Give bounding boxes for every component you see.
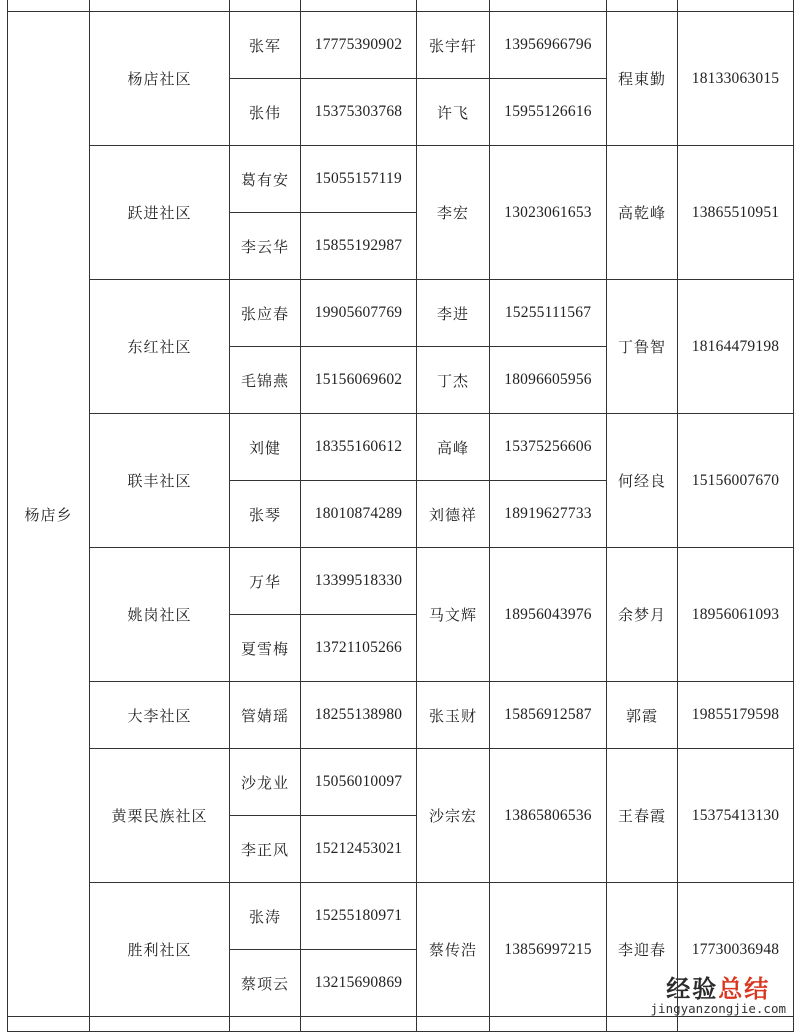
head-phone-cell: 15375413130 — [678, 749, 794, 883]
community-name-cell: 黄栗民族社区 — [90, 749, 230, 883]
community-name-cell: 大李社区 — [90, 682, 230, 749]
member-name-cell: 张涛 — [230, 883, 301, 950]
contact-name-cell: 蔡传浩 — [417, 883, 490, 1017]
table-row — [8, 682, 794, 749]
member-name-cell: 张军 — [230, 12, 301, 79]
table-row — [8, 749, 794, 816]
contact-phone-cell: 15255111567 — [490, 280, 607, 347]
empty-cell — [607, 1017, 678, 1032]
member-phone-cell: 18255138980 — [301, 682, 417, 749]
head-phone-cell: 19855179598 — [678, 682, 794, 749]
head-name-cell: 郭霞 — [607, 682, 678, 749]
member-name-cell: 夏雪梅 — [230, 615, 301, 682]
member-phone-cell: 15375303768 — [301, 79, 417, 146]
community-name-cell: 胜利社区 — [90, 883, 230, 1017]
contact-phone-cell: 13865806536 — [490, 749, 607, 883]
member-phone-cell: 15156069602 — [301, 347, 417, 414]
member-name-cell: 张琴 — [230, 481, 301, 548]
contact-phone-cell: 18096605956 — [490, 347, 607, 414]
contact-table — [7, 0, 794, 1032]
member-phone-cell: 15212453021 — [301, 816, 417, 883]
member-name-cell: 张伟 — [230, 79, 301, 146]
table-row — [8, 12, 794, 79]
community-name-cell: 联丰社区 — [90, 414, 230, 548]
watermark-text-right: 总结 — [718, 974, 771, 1003]
table-row-cut-top — [8, 0, 794, 12]
member-phone-cell: 15855192987 — [301, 213, 417, 280]
table-row — [8, 146, 794, 213]
member-name-cell: 毛锦燕 — [230, 347, 301, 414]
community-name-cell: 东红社区 — [90, 280, 230, 414]
empty-cell — [8, 1017, 90, 1032]
member-phone-cell: 19905607769 — [301, 280, 417, 347]
contact-name-cell: 丁杰 — [417, 347, 490, 414]
contact-phone-cell: 15375256606 — [490, 414, 607, 481]
site-watermark — [650, 974, 786, 1016]
table-row — [8, 883, 794, 950]
table-row — [8, 280, 794, 347]
table-row — [8, 548, 794, 615]
member-name-cell: 张应春 — [230, 280, 301, 347]
empty-cell — [230, 1017, 301, 1032]
member-phone-cell: 15255180971 — [301, 883, 417, 950]
watermark-logo-text — [651, 974, 786, 1003]
contact-name-cell: 张宇轩 — [417, 12, 490, 79]
member-phone-cell: 13721105266 — [301, 615, 417, 682]
contact-phone-cell: 13956966796 — [490, 12, 607, 79]
head-name-cell: 王春霞 — [607, 749, 678, 883]
contact-phone-cell: 15856912587 — [490, 682, 607, 749]
head-phone-cell: 18164479198 — [678, 280, 794, 414]
table-body — [8, 0, 794, 1032]
contact-phone-cell: 13856997215 — [490, 883, 607, 1017]
head-name-cell: 李迎春 — [607, 883, 678, 1017]
empty-cell — [90, 1017, 230, 1032]
head-name-cell: 何经良 — [607, 414, 678, 548]
member-name-cell: 万华 — [230, 548, 301, 615]
member-phone-cell: 18355160612 — [301, 414, 417, 481]
head-name-cell: 程東勤 — [607, 12, 678, 146]
contact-name-cell: 沙宗宏 — [417, 749, 490, 883]
head-name-cell: 余梦月 — [607, 548, 678, 682]
township-cell: 杨店乡 — [8, 12, 90, 1017]
contact-phone-cell: 18919627733 — [490, 481, 607, 548]
watermark-url: jingyanzongjie.com — [650, 1000, 786, 1016]
contact-name-cell: 刘德祥 — [417, 481, 490, 548]
member-name-cell: 刘健 — [230, 414, 301, 481]
member-phone-cell: 13399518330 — [301, 548, 417, 615]
contact-phone-cell: 18956043976 — [490, 548, 607, 682]
watermark-text-left: 经验 — [666, 974, 719, 1003]
table-row — [8, 414, 794, 481]
community-name-cell: 跃进社区 — [90, 146, 230, 280]
empty-cell — [417, 1017, 490, 1032]
member-name-cell: 葛有安 — [230, 146, 301, 213]
contact-phone-cell: 13023061653 — [490, 146, 607, 280]
contact-name-cell: 马文辉 — [417, 548, 490, 682]
member-phone-cell: 13215690869 — [301, 950, 417, 1017]
contact-name-cell: 张玉财 — [417, 682, 490, 749]
head-phone-cell: 13865510951 — [678, 146, 794, 280]
contact-name-cell: 高峰 — [417, 414, 490, 481]
empty-cell — [490, 1017, 607, 1032]
empty-cell — [301, 1017, 417, 1032]
head-phone-cell: 18133063015 — [678, 12, 794, 146]
table-row-cut-bottom — [8, 1017, 794, 1032]
contact-phone-cell: 15955126616 — [490, 79, 607, 146]
head-name-cell: 高乾峰 — [607, 146, 678, 280]
member-name-cell: 李云华 — [230, 213, 301, 280]
head-phone-cell: 18956061093 — [678, 548, 794, 682]
empty-cell — [678, 1017, 794, 1032]
member-phone-cell: 18010874289 — [301, 481, 417, 548]
contact-name-cell: 李宏 — [417, 146, 490, 280]
head-phone-cell: 15156007670 — [678, 414, 794, 548]
community-name-cell: 杨店社区 — [90, 12, 230, 146]
head-phone-cell: 17730036948 — [678, 883, 794, 1017]
member-phone-cell: 15055157119 — [301, 146, 417, 213]
contact-name-cell: 许飞 — [417, 79, 490, 146]
community-name-cell: 姚岗社区 — [90, 548, 230, 682]
contact-name-cell: 李进 — [417, 280, 490, 347]
member-phone-cell: 15056010097 — [301, 749, 417, 816]
member-name-cell: 蔡项云 — [230, 950, 301, 1017]
member-name-cell: 管婧瑶 — [230, 682, 301, 749]
member-name-cell: 沙龙业 — [230, 749, 301, 816]
head-name-cell: 丁鲁智 — [607, 280, 678, 414]
member-name-cell: 李正风 — [230, 816, 301, 883]
member-phone-cell: 17775390902 — [301, 12, 417, 79]
